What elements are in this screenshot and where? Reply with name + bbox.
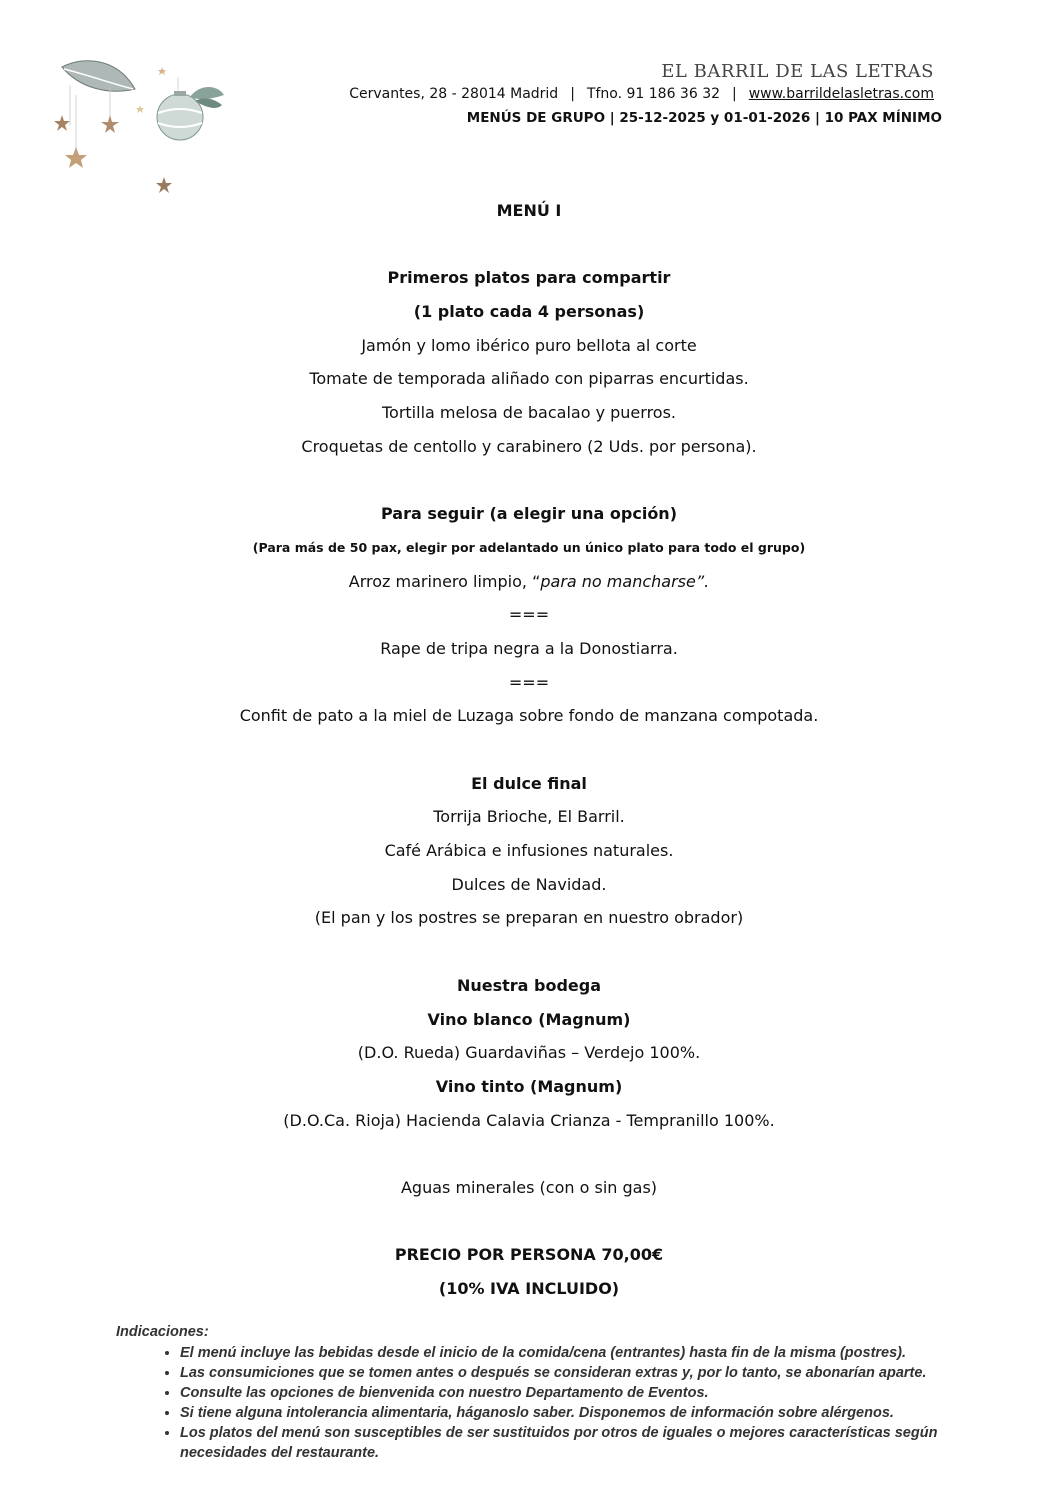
menu-item: Rape de tripa negra a la Donostiarra. (380, 638, 678, 658)
spacer (0, 733, 1058, 767)
note-item: • Consulte las opciones de bienvenida con nuestro Departamento de Eventos. (180, 1383, 956, 1403)
menu-item-italic: para no mancharse”. (540, 571, 710, 591)
separator: | (732, 86, 737, 102)
red-wine: (D.O.Ca. Rioja) Hacienda Calavia Crianza - Tempranillo 100%. (283, 1110, 775, 1130)
option-separator: === (508, 672, 550, 692)
wine-heading: Nuestra bodega (456, 975, 602, 995)
menu-item-text: Arroz marinero limpio, “ (348, 571, 541, 591)
tax-note: (10% IVA INCLUIDO) (438, 1279, 620, 1298)
separator: | (570, 86, 575, 102)
christmas-decoration-icon (40, 55, 240, 205)
menu-item: Confit de pato a la miel de Luzaga sobre fondo de manzana compotada. (239, 706, 819, 726)
note-item: • El menú incluye las bebidas desde el inicio de la comida/cena (entrantes) hasta fin de la misma (postres). (180, 1343, 956, 1363)
notes-list (116, 1343, 956, 1463)
menu-title: MENÚ I (496, 201, 562, 220)
restaurant-name: EL BARRIL DE LAS LETRAS (661, 61, 934, 82)
menu-item: (El pan y los postres se preparan en nuestro obrador) (314, 908, 744, 928)
notes-title: Indicaciones: (116, 1324, 209, 1340)
website-link[interactable]: www.barrildelasletras.com (748, 86, 934, 102)
price: PRECIO POR PERSONA 70,00€ (394, 1245, 664, 1265)
contact-line (349, 86, 934, 102)
white-wine-heading: Vino blanco (Magnum) (427, 1009, 631, 1029)
menu-item: Dulces de Navidad. (451, 874, 607, 894)
menu-item: Croquetas de centollo y carabinero (2 Uds. por persona). (301, 436, 757, 456)
dessert-heading: El dulce final (471, 773, 587, 793)
option-separator: === (508, 605, 550, 625)
mains-note: (Para más de 50 pax, elegir por adelantado un único plato para todo el grupo) (252, 539, 806, 555)
menu-subtitle: MENÚS DE GRUPO | 25-12-2025 y 01-01-2026 | 10 PAX MÍNIMO (466, 110, 942, 126)
menu-item: Café Arábica e infusiones naturales. (384, 841, 674, 861)
note-item: • Si tiene alguna intolerancia alimentaria, háganoslo saber. Disponemos de información sobre alérgenos. (180, 1403, 956, 1423)
address: Cervantes, 28 - 28014 Madrid (349, 86, 559, 102)
white-wine: (D.O. Rueda) Guardaviñas – Verdejo 100%. (357, 1043, 701, 1063)
menu-item: Torrija Brioche, El Barril. (433, 807, 625, 827)
note-item: • Los platos del menú son susceptibles de ser sustituidos por otros de iguales o mejores características según necesidades del restaurante. (180, 1423, 956, 1463)
starters-heading: Primeros platos para compartir (387, 268, 671, 288)
note-item: • Las consumiciones que se tomen antes o después se consideran extras y, por lo tanto, se abonarían aparte. (180, 1363, 956, 1383)
menu-item (0, 565, 1058, 599)
starters-subheading: (1 plato cada 4 personas) (413, 302, 645, 322)
menu-item: Tortilla melosa de bacalao y puerros. (381, 403, 676, 423)
menu-item: Jamón y lomo ibérico puro bellota al corte (361, 335, 697, 355)
menu-body (0, 194, 1058, 1306)
spacer (0, 464, 1058, 498)
red-wine-heading: Vino tinto (Magnum) (435, 1076, 623, 1096)
mains-heading: Para seguir (a elegir una opción) (380, 504, 678, 524)
water: Aguas minerales (con o sin gas) (400, 1177, 658, 1197)
menu-item: Tomate de temporada aliñado con piparras encurtidas. (309, 369, 749, 389)
spacer (0, 1205, 1058, 1239)
spacer (0, 228, 1058, 262)
phone: Tfno. 91 186 36 32 (586, 86, 721, 102)
spacer (0, 1137, 1058, 1171)
notes-section (116, 1324, 956, 1463)
spacer (0, 935, 1058, 969)
